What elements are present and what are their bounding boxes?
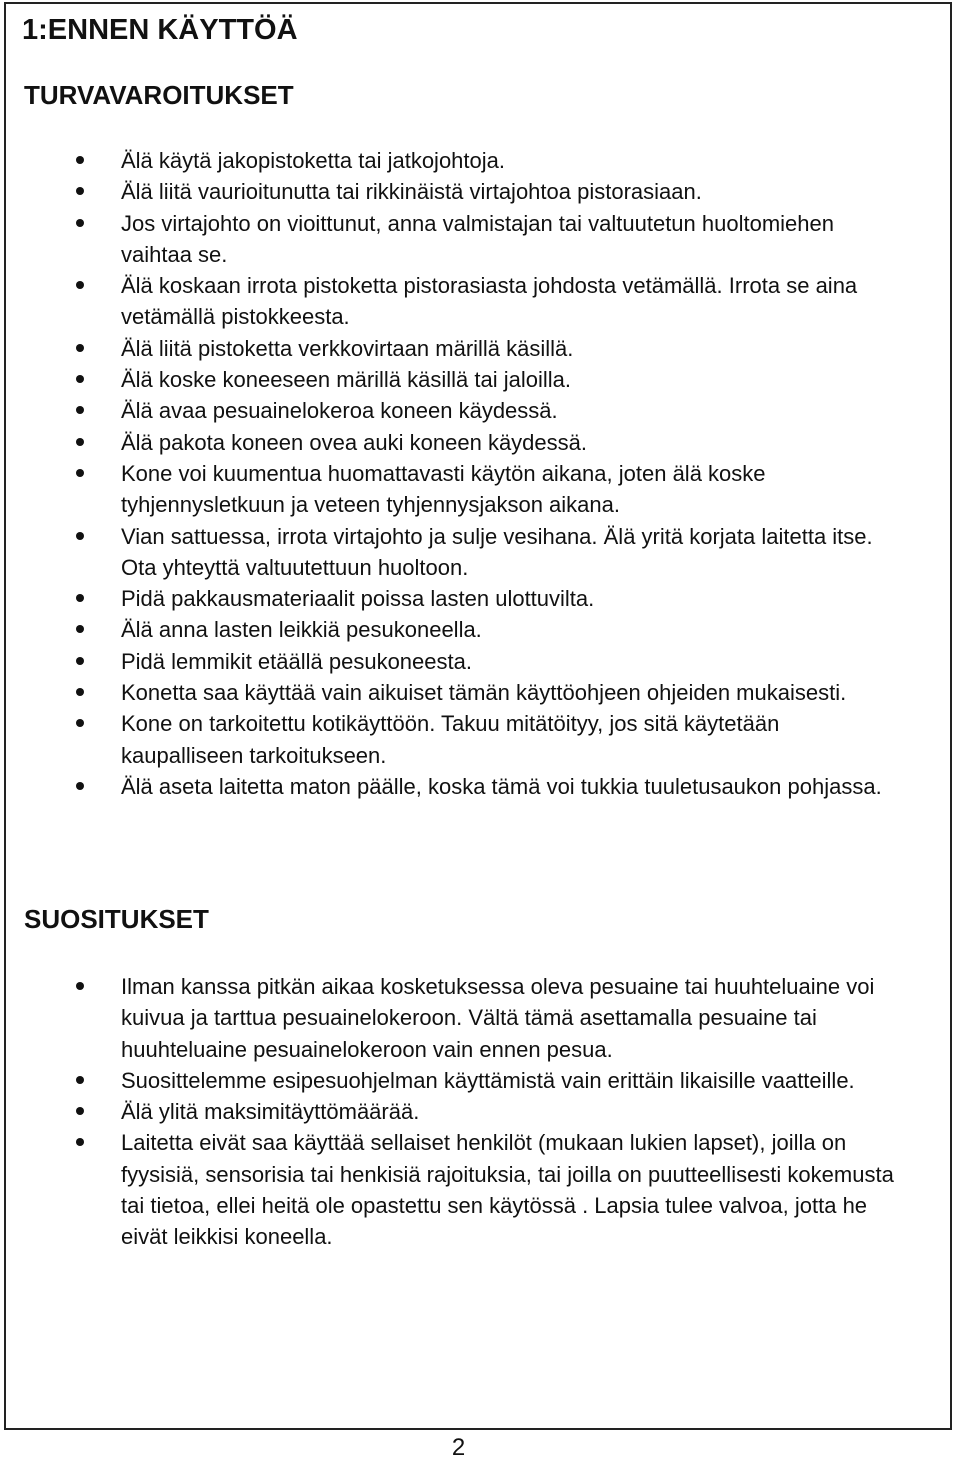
- list-item: [0, 395, 900, 426]
- recommendations-list: [0, 971, 900, 1253]
- bullet-icon: [76, 156, 84, 164]
- list-item: [0, 1127, 900, 1252]
- bullet-icon: [76, 625, 84, 633]
- list-item: [0, 708, 900, 771]
- bullet-icon: [76, 187, 84, 195]
- list-item-text: Älä ylitä maksimitäyttömäärää.: [121, 1099, 420, 1125]
- bullet-icon: [76, 1107, 84, 1115]
- list-item-text: Älä liitä vaurioitunutta tai rikkinäistä virtajohtoa pistorasiaan.: [121, 179, 702, 205]
- list-item-text: Älä aseta laitetta maton päälle, koska tämä voi tukkia tuuletusaukon pohjassa.: [121, 773, 882, 799]
- list-item-text: Suosittelemme esipesuohjelman käyttämistä vain erittäin likaisille vaatteille.: [121, 1067, 855, 1093]
- list-item: [0, 771, 900, 802]
- bullet-icon: [76, 688, 84, 696]
- list-item: [0, 333, 900, 364]
- safety-warnings-heading: TURVAVAROITUKSET: [24, 80, 294, 110]
- list-item: [0, 677, 900, 708]
- list-item: [0, 427, 900, 458]
- list-item: [0, 583, 900, 614]
- list-item-text: Jos virtajohto on vioittunut, anna valmistajan tai valtuutetun huoltomiehen vaihtaa se.: [121, 210, 834, 267]
- bullet-icon: [76, 782, 84, 790]
- list-item: [0, 1065, 900, 1096]
- list-item-text: Laitetta eivät saa käyttää sellaiset henkilöt (mukaan lukien lapset), joilla on fyysisiä, sensorisia tai henkisiä rajoituksia, tai joilla on puutteellisesti kokemusta tai tietoa, ellei heitä ole opastettu sen käytössä . Lapsia tulee valvoa, jotta he eivät leikkisi koneella.: [121, 1130, 894, 1250]
- list-item-text: Konetta saa käyttää vain aikuiset tämän käyttöohjeen ohjeiden mukaisesti.: [121, 680, 847, 706]
- list-item-text: Älä liitä pistoketta verkkovirtaan märillä käsillä.: [121, 335, 574, 361]
- chapter-title: 1:ENNEN KÄYTTÖÄ: [22, 14, 298, 46]
- bullet-icon: [76, 438, 84, 446]
- list-item-text: Kone voi kuumentua huomattavasti käytön aikana, joten älä koske tyhjennysletkuun ja veteen tyhjennysjakson aikana.: [121, 460, 766, 518]
- safety-warnings-list: [0, 145, 900, 802]
- list-item: [0, 646, 900, 677]
- bullet-icon: [76, 219, 84, 227]
- bullet-icon: [76, 344, 84, 352]
- list-item: [0, 1096, 900, 1127]
- list-item-text: Pidä lemmikit etäällä pesukoneesta.: [121, 648, 472, 674]
- page-number: 2: [451, 1434, 466, 1461]
- bullet-icon: [76, 406, 84, 414]
- bullet-icon: [76, 1076, 84, 1084]
- list-item: [0, 176, 900, 207]
- list-item-text: Pidä pakkausmateriaalit poissa lasten ulottuvilta.: [121, 586, 595, 612]
- bullet-icon: [76, 719, 84, 727]
- list-item: [0, 458, 900, 521]
- list-item-text: Älä anna lasten leikkiä pesukoneella.: [121, 617, 482, 643]
- list-item-text: Älä käytä jakopistoketta tai jatkojohtoja.: [121, 148, 506, 173]
- recommendations-heading: SUOSITUKSET: [24, 904, 209, 934]
- bullet-icon: [76, 594, 84, 602]
- list-item-text: Vian sattuessa, irrota virtajohto ja sulje vesihana. Älä yritä korjata laitetta itse. Ota yhteyttä valtuutettuun huoltoon.: [121, 523, 873, 580]
- list-item-text: Älä koskaan irrota pistoketta pistorasiasta johdosta vetämällä. Irrota se aina vetämällä pistokkeesta.: [121, 273, 858, 330]
- bullet-icon: [76, 1138, 84, 1146]
- list-item-text: Kone on tarkoitettu kotikäyttöön. Takuu mitätöityy, jos sitä käytetään kaupalliseen tarkoitukseen.: [121, 711, 780, 768]
- list-item-text: Älä avaa pesuainelokeroa koneen käydessä.: [121, 398, 558, 424]
- list-item: [0, 614, 900, 645]
- bullet-icon: [76, 469, 84, 477]
- bullet-icon: [76, 532, 84, 540]
- bullet-icon: [76, 375, 84, 383]
- list-item-text: Älä pakota koneen ovea auki koneen käydessä.: [121, 429, 587, 455]
- bullet-icon: [76, 657, 84, 665]
- list-item-text: Älä koske koneeseen märillä käsillä tai jaloilla.: [121, 367, 572, 393]
- list-item: [0, 270, 900, 333]
- bullet-icon: [76, 281, 84, 289]
- bullet-icon: [76, 982, 84, 990]
- list-item: [0, 364, 900, 395]
- list-item-text: Ilman kanssa pitkän aikaa kosketuksessa oleva pesuaine tai huuhteluaine voi kuivua ja tarttua pesuainelokeroon. Vältä tämä asettamalla pesuaine tai huuhteluaine pesuainelokeroon vain ennen pesua.: [121, 974, 875, 1062]
- list-item: [0, 971, 900, 1065]
- list-item: [0, 208, 900, 271]
- list-item: [0, 521, 900, 584]
- list-item: [0, 145, 900, 176]
